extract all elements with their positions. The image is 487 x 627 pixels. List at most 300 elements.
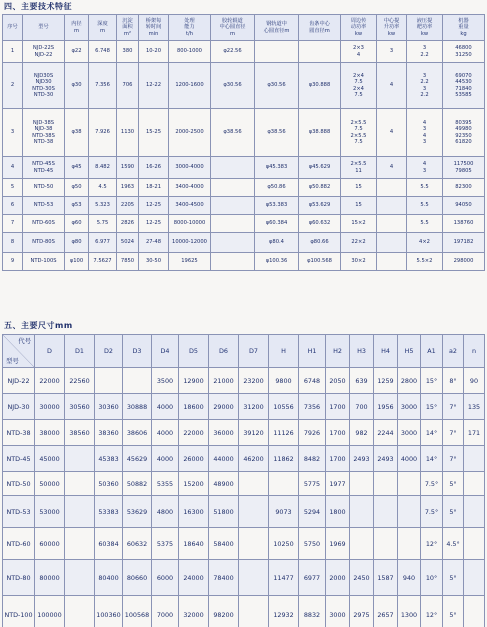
table-cell: 11862 bbox=[269, 446, 299, 472]
table-cell: 30-50 bbox=[139, 253, 169, 271]
table-cell: 1700 bbox=[326, 446, 350, 472]
table-cell bbox=[65, 560, 95, 596]
table-cell: 11477 bbox=[269, 560, 299, 596]
table-cell: 5355 bbox=[152, 472, 179, 496]
table-cell: 4 3 bbox=[407, 157, 443, 179]
column-header: D2 bbox=[95, 335, 123, 368]
table-cell: 22560 bbox=[65, 368, 95, 394]
table-cell bbox=[398, 496, 421, 528]
table-cell bbox=[65, 496, 95, 528]
table-cell: 800-1000 bbox=[169, 41, 211, 63]
table-cell: φ50.882 bbox=[299, 179, 341, 197]
table-cell bbox=[350, 472, 374, 496]
table-cell: 5.5 bbox=[407, 179, 443, 197]
table-cell: 31200 bbox=[239, 394, 269, 420]
table-cell: 4.5° bbox=[443, 528, 464, 560]
table-cell: 8000-10000 bbox=[169, 215, 211, 233]
table-cell: 4000 bbox=[152, 446, 179, 472]
table-cell: 7° bbox=[443, 446, 464, 472]
model-cell: NTD-45S NTD-45 bbox=[23, 157, 65, 179]
table-cell: 23200 bbox=[239, 368, 269, 394]
table-cell bbox=[65, 596, 95, 627]
table-cell bbox=[398, 528, 421, 560]
table-cell bbox=[464, 528, 485, 560]
table-cell: 15 bbox=[341, 179, 377, 197]
table-row bbox=[3, 109, 485, 157]
table-cell: 135 bbox=[464, 394, 485, 420]
table-cell bbox=[464, 472, 485, 496]
table-cell: 30000 bbox=[35, 394, 65, 420]
table-cell: 12932 bbox=[269, 596, 299, 627]
table-row bbox=[3, 157, 485, 179]
table-cell: 26000 bbox=[179, 446, 209, 472]
table-cell: 36000 bbox=[209, 420, 239, 446]
table-header-row bbox=[3, 15, 485, 41]
table-cell bbox=[350, 496, 374, 528]
table-cell: 16300 bbox=[179, 496, 209, 528]
table-cell bbox=[350, 528, 374, 560]
table-cell: 12900 bbox=[179, 368, 209, 394]
table-cell: 3500 bbox=[152, 368, 179, 394]
table-cell: 38560 bbox=[65, 420, 95, 446]
table-cell: 24000 bbox=[179, 560, 209, 596]
model-cell: NTD-45 bbox=[3, 446, 35, 472]
column-header: A1 bbox=[421, 335, 443, 368]
table-cell: 5.5×2 bbox=[407, 253, 443, 271]
table-cell: 12-25 bbox=[139, 197, 169, 215]
table-cell: 60632 bbox=[123, 528, 152, 560]
model-cell: NTD-50 bbox=[23, 179, 65, 197]
table-cell: 4000 bbox=[152, 420, 179, 446]
table-cell: 9800 bbox=[269, 368, 299, 394]
table-cell: 6.977 bbox=[89, 233, 117, 253]
table-cell bbox=[239, 596, 269, 627]
table-cell: 2657 bbox=[374, 596, 398, 627]
table-cell: 60000 bbox=[35, 528, 65, 560]
table-cell: 39120 bbox=[239, 420, 269, 446]
table-cell: 19625 bbox=[169, 253, 211, 271]
table-cell: φ38.56 bbox=[211, 109, 255, 157]
table-cell: 80660 bbox=[123, 560, 152, 596]
table-cell bbox=[464, 446, 485, 472]
table-row bbox=[3, 233, 485, 253]
table-cell: 3 2.2 3 2.2 bbox=[407, 63, 443, 109]
table-cell: 2000 bbox=[326, 560, 350, 596]
table-cell: 2×4 7.5 2×4 7.5 bbox=[341, 63, 377, 109]
table-cell bbox=[65, 528, 95, 560]
table-cell: 4 bbox=[377, 109, 407, 157]
table-cell: 2493 bbox=[374, 446, 398, 472]
column-header: a2 bbox=[443, 335, 464, 368]
column-header: H bbox=[269, 335, 299, 368]
table-cell: 7.5° bbox=[421, 496, 443, 528]
column-header: 液压提 耙功率 kw bbox=[407, 15, 443, 41]
row-index-cell: 2 bbox=[3, 63, 23, 109]
table-cell: 12° bbox=[421, 596, 443, 627]
column-header: H5 bbox=[398, 335, 421, 368]
row-index-cell: 1 bbox=[3, 41, 23, 63]
table-cell: 94050 bbox=[443, 197, 485, 215]
table-cell: 10556 bbox=[269, 394, 299, 420]
table-row bbox=[3, 253, 485, 271]
table-cell: 6977 bbox=[299, 560, 326, 596]
table-cell: φ30.56 bbox=[255, 63, 299, 109]
table-cell: φ22.56 bbox=[211, 41, 255, 63]
table-cell: 7° bbox=[443, 420, 464, 446]
table-cell: 6.748 bbox=[89, 41, 117, 63]
table-row bbox=[3, 596, 485, 627]
table-cell: φ38.888 bbox=[299, 109, 341, 157]
table-cell: φ80.4 bbox=[255, 233, 299, 253]
table-row bbox=[3, 496, 485, 528]
table-cell: 982 bbox=[350, 420, 374, 446]
table-cell: 2205 bbox=[117, 197, 139, 215]
column-header: 胶轮辊道 中心圆直径 m bbox=[211, 15, 255, 41]
table-cell: 3400-4000 bbox=[169, 179, 211, 197]
column-header: H1 bbox=[299, 335, 326, 368]
table-cell: 1130 bbox=[117, 109, 139, 157]
row-index-cell: 5 bbox=[3, 179, 23, 197]
table-cell bbox=[377, 253, 407, 271]
table-cell bbox=[464, 496, 485, 528]
column-header: 沉淀 面积 m² bbox=[117, 15, 139, 41]
column-header: 处理 能力 t/h bbox=[169, 15, 211, 41]
table-cell: 100360 bbox=[95, 596, 123, 627]
model-cell: NJD-38S NJD-38 NTD-38S NTD-38 bbox=[23, 109, 65, 157]
table-cell: 22×2 bbox=[341, 233, 377, 253]
row-index-cell: 3 bbox=[3, 109, 23, 157]
column-header: 内径 m bbox=[65, 15, 89, 41]
table-cell: 38606 bbox=[123, 420, 152, 446]
table-cell: φ38.56 bbox=[255, 109, 299, 157]
table-row bbox=[3, 528, 485, 560]
table-cell: φ60 bbox=[65, 215, 89, 233]
table-cell: 98200 bbox=[209, 596, 239, 627]
table-cell: 53383 bbox=[95, 496, 123, 528]
table-row bbox=[3, 368, 485, 394]
column-header: 深度 m bbox=[89, 15, 117, 41]
model-cell: NJD-30 bbox=[3, 394, 35, 420]
table-cell: 53000 bbox=[35, 496, 65, 528]
table-cell: φ38 bbox=[65, 109, 89, 157]
table-cell: 44000 bbox=[209, 446, 239, 472]
column-header: 序号 bbox=[3, 15, 23, 41]
table-cell: 3000 bbox=[398, 394, 421, 420]
table-cell: 171 bbox=[464, 420, 485, 446]
table-cell: 7° bbox=[443, 394, 464, 420]
table-cell: 18640 bbox=[179, 528, 209, 560]
table-cell: φ30 bbox=[65, 63, 89, 109]
table-cell: 6000 bbox=[152, 560, 179, 596]
table-cell: 10000-12000 bbox=[169, 233, 211, 253]
table-cell: 2000-2500 bbox=[169, 109, 211, 157]
table-cell bbox=[377, 197, 407, 215]
table-cell: 1956 bbox=[374, 394, 398, 420]
table-cell bbox=[211, 179, 255, 197]
model-cell: NTD-100 bbox=[3, 596, 35, 627]
table-cell: 5.323 bbox=[89, 197, 117, 215]
table-cell: φ80.66 bbox=[299, 233, 341, 253]
table-cell: 15-25 bbox=[139, 109, 169, 157]
table-cell: 4800 bbox=[152, 496, 179, 528]
table-cell bbox=[211, 215, 255, 233]
table-cell: 29000 bbox=[209, 394, 239, 420]
table-cell: 18-21 bbox=[139, 179, 169, 197]
table-cell: 4 bbox=[377, 157, 407, 179]
table-cell bbox=[239, 560, 269, 596]
model-cell: NTD-100S bbox=[23, 253, 65, 271]
table-cell: 60384 bbox=[95, 528, 123, 560]
column-header: D6 bbox=[209, 335, 239, 368]
table-cell: 1200-1600 bbox=[169, 63, 211, 109]
row-index-cell: 8 bbox=[3, 233, 23, 253]
table-cell: 138760 bbox=[443, 215, 485, 233]
table-cell: 30×2 bbox=[341, 253, 377, 271]
table-cell: 380 bbox=[117, 41, 139, 63]
table-cell: 15° bbox=[421, 394, 443, 420]
table-cell: 4×2 bbox=[407, 233, 443, 253]
table-cell: 4000 bbox=[152, 394, 179, 420]
column-header: 机器 重量 kg bbox=[443, 15, 485, 41]
model-cell: NTD-80S bbox=[23, 233, 65, 253]
table-cell: 15 bbox=[341, 197, 377, 215]
table-cell: 940 bbox=[398, 560, 421, 596]
table-cell: 14° bbox=[421, 446, 443, 472]
table-cell: 10-20 bbox=[139, 41, 169, 63]
table-cell: 3 bbox=[377, 41, 407, 63]
table-cell: 639 bbox=[350, 368, 374, 394]
table-cell: 10250 bbox=[269, 528, 299, 560]
table-cell bbox=[377, 233, 407, 253]
table-cell: 7000 bbox=[152, 596, 179, 627]
table-cell bbox=[398, 472, 421, 496]
table-cell: 298000 bbox=[443, 253, 485, 271]
table-cell: 30360 bbox=[95, 394, 123, 420]
column-header: D7 bbox=[239, 335, 269, 368]
table-row bbox=[3, 41, 485, 63]
table-cell: 7.5627 bbox=[89, 253, 117, 271]
table-cell: 2493 bbox=[350, 446, 374, 472]
table-cell bbox=[374, 496, 398, 528]
table-cell: 15×2 bbox=[341, 215, 377, 233]
table-row bbox=[3, 420, 485, 446]
table-cell bbox=[377, 179, 407, 197]
table-cell bbox=[299, 41, 341, 63]
table-cell: 30560 bbox=[65, 394, 95, 420]
table-cell: 700 bbox=[350, 394, 374, 420]
row-index-cell: 9 bbox=[3, 253, 23, 271]
column-header: 齿条中心 圆直径m bbox=[299, 15, 341, 41]
table-cell: 38000 bbox=[35, 420, 65, 446]
table-cell: 50000 bbox=[35, 472, 65, 496]
table-cell: φ60.384 bbox=[255, 215, 299, 233]
table-cell: 7926 bbox=[299, 420, 326, 446]
table-cell: 10° bbox=[421, 560, 443, 596]
model-cell: NJD-22 bbox=[3, 368, 35, 394]
table-cell: 12-22 bbox=[139, 63, 169, 109]
table-cell: φ45 bbox=[65, 157, 89, 179]
table-cell: 32000 bbox=[179, 596, 209, 627]
column-header: D3 bbox=[123, 335, 152, 368]
table-cell: 80395 49980 92350 61820 bbox=[443, 109, 485, 157]
model-cell: NJD30S NJD30 NTD-30S NTD-30 bbox=[23, 63, 65, 109]
table-cell: 5375 bbox=[152, 528, 179, 560]
table-cell: 1259 bbox=[374, 368, 398, 394]
table-cell bbox=[374, 472, 398, 496]
table-cell: 8° bbox=[443, 368, 464, 394]
table-cell bbox=[65, 446, 95, 472]
table-cell: 2826 bbox=[117, 215, 139, 233]
model-cell: NTD-53 bbox=[23, 197, 65, 215]
table-cell bbox=[255, 41, 299, 63]
column-header: D bbox=[35, 335, 65, 368]
table-cell: 2800 bbox=[398, 368, 421, 394]
table-cell: 1800 bbox=[326, 496, 350, 528]
column-header: D5 bbox=[179, 335, 209, 368]
table-cell: 12-25 bbox=[139, 215, 169, 233]
table-cell: 5° bbox=[443, 472, 464, 496]
table-cell: 78400 bbox=[209, 560, 239, 596]
table-cell: 7850 bbox=[117, 253, 139, 271]
column-header: D1 bbox=[65, 335, 95, 368]
table-row bbox=[3, 179, 485, 197]
row-index-cell: 6 bbox=[3, 197, 23, 215]
table-cell: 1587 bbox=[374, 560, 398, 596]
table-cell: 27-48 bbox=[139, 233, 169, 253]
table-cell: 16-26 bbox=[139, 157, 169, 179]
model-cell: NTD-38 bbox=[3, 420, 35, 446]
table-cell: 7.356 bbox=[89, 63, 117, 109]
table-cell: 7.5° bbox=[421, 472, 443, 496]
table-row bbox=[3, 446, 485, 472]
table-cell: φ60.632 bbox=[299, 215, 341, 233]
model-cell: NTD-50 bbox=[3, 472, 35, 496]
table-cell bbox=[464, 596, 485, 627]
table-cell: 2975 bbox=[350, 596, 374, 627]
table-cell: 5.75 bbox=[89, 215, 117, 233]
table-cell: φ30.56 bbox=[211, 63, 255, 109]
table-cell bbox=[464, 560, 485, 596]
table-cell: 22000 bbox=[179, 420, 209, 446]
table-cell: 22000 bbox=[35, 368, 65, 394]
table-cell: 117500 79805 bbox=[443, 157, 485, 179]
table-cell: 1700 bbox=[326, 420, 350, 446]
table-row bbox=[3, 560, 485, 596]
table-cell: 58400 bbox=[209, 528, 239, 560]
table-row bbox=[3, 215, 485, 233]
table-cell: 1300 bbox=[398, 596, 421, 627]
table-cell: φ100.568 bbox=[299, 253, 341, 271]
section-title-dimensions: 五、主要尺寸mm bbox=[4, 321, 73, 330]
table-cell: 53629 bbox=[123, 496, 152, 528]
section-title-technical: 四、主要技术特征 bbox=[4, 2, 72, 11]
table-cell bbox=[211, 233, 255, 253]
technical-spec-table bbox=[2, 14, 485, 271]
table-cell: 45629 bbox=[123, 446, 152, 472]
table-row bbox=[3, 394, 485, 420]
table-cell: φ30.888 bbox=[299, 63, 341, 109]
table-cell: 48900 bbox=[209, 472, 239, 496]
column-header: D4 bbox=[152, 335, 179, 368]
table-cell bbox=[269, 472, 299, 496]
table-row bbox=[3, 63, 485, 109]
column-header: 桥架每 转时间 min bbox=[139, 15, 169, 41]
table-cell bbox=[239, 472, 269, 496]
table-cell: 9073 bbox=[269, 496, 299, 528]
model-cell: NTD-60S bbox=[23, 215, 65, 233]
table-cell bbox=[239, 496, 269, 528]
table-cell: 11126 bbox=[269, 420, 299, 446]
table-cell: 7356 bbox=[299, 394, 326, 420]
header-corner-model: 型号 bbox=[6, 357, 19, 365]
row-index-cell: 4 bbox=[3, 157, 23, 179]
table-cell: 90 bbox=[464, 368, 485, 394]
table-cell: 2×5.5 7.5 2×5.5 7.5 bbox=[341, 109, 377, 157]
table-cell: 30888 bbox=[123, 394, 152, 420]
table-cell bbox=[95, 368, 123, 394]
table-cell: 45000 bbox=[35, 446, 65, 472]
table-cell: φ50 bbox=[65, 179, 89, 197]
header-corner-code: 代号 bbox=[18, 337, 31, 345]
column-header: 型号 bbox=[23, 15, 65, 41]
table-cell: 1700 bbox=[326, 394, 350, 420]
table-cell: 46800 31250 bbox=[443, 41, 485, 63]
table-cell: 706 bbox=[117, 63, 139, 109]
column-header: H2 bbox=[326, 335, 350, 368]
table-cell: 14° bbox=[421, 420, 443, 446]
column-header: H4 bbox=[374, 335, 398, 368]
table-cell: 15200 bbox=[179, 472, 209, 496]
table-cell: 2×3 4 bbox=[341, 41, 377, 63]
table-cell: 3400-4500 bbox=[169, 197, 211, 215]
table-cell: 46200 bbox=[239, 446, 269, 472]
table-cell: φ100 bbox=[65, 253, 89, 271]
column-header: 中心提 升功率 kw bbox=[377, 15, 407, 41]
table-cell: 3000 bbox=[398, 420, 421, 446]
table-cell bbox=[377, 215, 407, 233]
table-cell: φ45.383 bbox=[255, 157, 299, 179]
table-cell: φ80 bbox=[65, 233, 89, 253]
model-cell: NTD-80 bbox=[3, 560, 35, 596]
table-cell: 100000 bbox=[35, 596, 65, 627]
table-cell: 3000-4000 bbox=[169, 157, 211, 179]
table-header-row bbox=[3, 335, 485, 368]
column-header: H3 bbox=[350, 335, 374, 368]
header-corner-cell bbox=[3, 335, 35, 368]
table-cell: 5° bbox=[443, 596, 464, 627]
model-cell: NTD-60 bbox=[3, 528, 35, 560]
table-cell: 69070 44530 71840 53585 bbox=[443, 63, 485, 109]
table-cell: 3000 bbox=[326, 596, 350, 627]
table-cell: φ53.629 bbox=[299, 197, 341, 215]
table-row bbox=[3, 197, 485, 215]
table-cell: 1977 bbox=[326, 472, 350, 496]
table-cell: 45383 bbox=[95, 446, 123, 472]
table-cell: 82300 bbox=[443, 179, 485, 197]
column-header: 钢轨道中 心圆直径m bbox=[255, 15, 299, 41]
table-cell: 38360 bbox=[95, 420, 123, 446]
table-cell: φ100.36 bbox=[255, 253, 299, 271]
table-cell: 2050 bbox=[326, 368, 350, 394]
table-cell: 1969 bbox=[326, 528, 350, 560]
table-cell: 6748 bbox=[299, 368, 326, 394]
table-cell: 5.5 bbox=[407, 215, 443, 233]
table-cell: 50360 bbox=[95, 472, 123, 496]
table-cell: 8482 bbox=[299, 446, 326, 472]
table-cell: 5° bbox=[443, 496, 464, 528]
table-cell: 1963 bbox=[117, 179, 139, 197]
table-cell: 100568 bbox=[123, 596, 152, 627]
